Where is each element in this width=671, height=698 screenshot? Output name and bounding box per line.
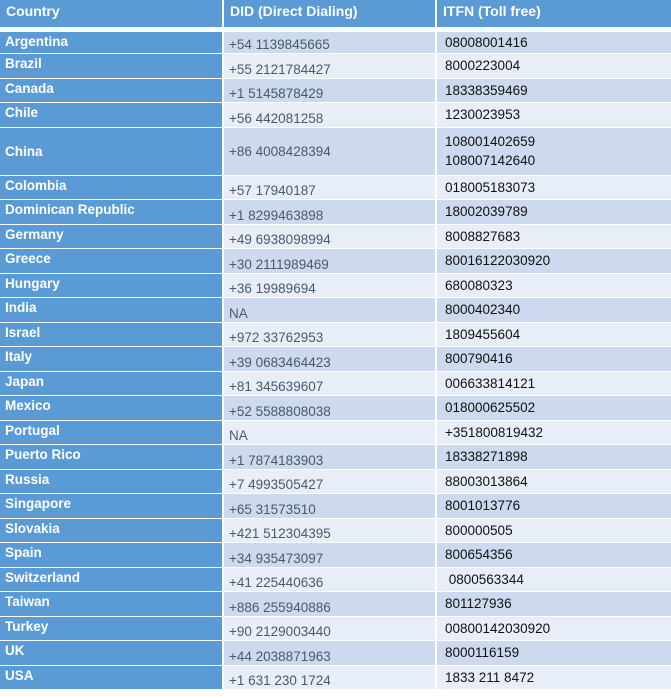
itfn-number: 18002039789 (445, 204, 528, 220)
itfn-number: 800654356 (445, 547, 513, 563)
table-row (0, 224, 671, 249)
country-cell: Chile (0, 103, 223, 128)
table-row (0, 78, 671, 103)
table-row (0, 665, 671, 690)
itfn-number-cell (436, 518, 671, 543)
itfn-number-cell (436, 567, 671, 592)
country-cell: Slovakia (0, 518, 223, 543)
country-cell: Portugal (0, 420, 223, 445)
table-row (0, 494, 671, 519)
country-cell: Germany (0, 224, 223, 249)
itfn-number-cell (436, 592, 671, 617)
table-row (0, 641, 671, 666)
itfn-number: 00800142030920 (445, 620, 551, 636)
itfn-number: 08008001416 (445, 34, 528, 50)
table-row (0, 396, 671, 421)
itfn-number-cell (436, 469, 671, 494)
country-cell: Canada (0, 78, 223, 103)
country-cell: Brazil (0, 54, 223, 79)
country-cell: Mexico (0, 396, 223, 421)
country-cell: Puerto Rico (0, 445, 223, 470)
country-cell: Colombia (0, 175, 223, 200)
country-cell: Singapore (0, 494, 223, 519)
did-number-cell: +886 255940886 (223, 592, 436, 617)
itfn-number: 801127936 (445, 596, 512, 612)
itfn-column-header: ITFN (Toll free) (436, 0, 671, 29)
did-column-header: DID (Direct Dialing) (223, 0, 436, 29)
itfn-number: 800790416 (445, 351, 513, 367)
did-number-cell: NA (223, 298, 436, 323)
did-number-cell: +972 33762953 (223, 322, 436, 347)
table-row (0, 543, 671, 568)
table-row (0, 445, 671, 470)
country-cell: USA (0, 665, 223, 690)
table-row (0, 273, 671, 298)
table-row (0, 127, 671, 175)
country-cell: Hungary (0, 273, 223, 298)
country-cell: China (0, 127, 223, 175)
country-cell: Turkey (0, 616, 223, 641)
itfn-number: 680080323 (445, 277, 513, 293)
country-cell: Italy (0, 347, 223, 372)
country-cell: Dominican Republic (0, 200, 223, 225)
itfn-number-cell (436, 445, 671, 470)
itfn-number-cell (436, 78, 671, 103)
table-row (0, 200, 671, 225)
did-number-cell: +86 4008428394 (223, 127, 436, 175)
did-number-cell: +1 631 230 1724 (223, 665, 436, 690)
itfn-number: 80016122030920 (445, 253, 551, 269)
did-number-cell: +1 7874183903 (223, 445, 436, 470)
itfn-number-cell (436, 616, 671, 641)
country-cell: Japan (0, 371, 223, 396)
itfn-number: +351800819432 (445, 424, 543, 440)
did-number-cell: +34 935473097 (223, 543, 436, 568)
itfn-number-cell (436, 273, 671, 298)
itfn-number-cell (436, 665, 671, 690)
did-number-cell: +421 512304395 (223, 518, 436, 543)
itfn-number-cell (436, 543, 671, 568)
table-row (0, 322, 671, 347)
table-body (0, 29, 671, 690)
did-number-cell: +54 1139845665 (223, 29, 436, 54)
did-number-cell: +41 225440636 (223, 567, 436, 592)
itfn-number: 800000505 (445, 522, 513, 538)
itfn-number-cell (436, 127, 671, 175)
itfn-number: 8001013776 (445, 498, 521, 514)
country-cell: Israel (0, 322, 223, 347)
did-number-cell: +1 8299463898 (223, 200, 436, 225)
itfn-number: 1809455604 (445, 326, 521, 342)
table-row (0, 469, 671, 494)
itfn-number-cell (436, 371, 671, 396)
itfn-number-cell (436, 175, 671, 200)
itfn-number: 8000223004 (445, 58, 521, 74)
table-row (0, 298, 671, 323)
itfn-number-cell (436, 224, 671, 249)
country-column-header: Country (0, 0, 223, 29)
country-cell: Argentina (0, 29, 223, 54)
did-number-cell: +1 5145878429 (223, 78, 436, 103)
table-row (0, 420, 671, 445)
itfn-number: 8000116159 (445, 645, 520, 661)
itfn-number: 1230023953 (445, 107, 521, 123)
country-cell: Switzerland (0, 567, 223, 592)
country-cell: Taiwan (0, 592, 223, 617)
itfn-number: 8008827683 (445, 228, 521, 244)
itfn-number: 0800563344 (445, 571, 524, 587)
itfn-number-cell (436, 54, 671, 79)
itfn-number: 018005183073 (445, 179, 536, 195)
did-number-cell: +65 31573510 (223, 494, 436, 519)
country-cell: UK (0, 641, 223, 666)
country-cell: Russia (0, 469, 223, 494)
itfn-number: 1833 211 8472 (445, 669, 535, 685)
itfn-number: 18338271898 (445, 449, 528, 465)
itfn-number: 8000402340 (445, 302, 521, 318)
itfn-number-cell (436, 103, 671, 128)
itfn-number: 108001402659 (445, 134, 536, 149)
did-number-cell: +44 2038871963 (223, 641, 436, 666)
itfn-number: 006633814121 (445, 375, 536, 391)
table-row (0, 616, 671, 641)
table-row (0, 29, 671, 54)
did-number-cell: +52 5588808038 (223, 396, 436, 421)
table-row (0, 347, 671, 372)
country-cell: Spain (0, 543, 223, 568)
did-number-cell: +81 345639607 (223, 371, 436, 396)
itfn-number: 18338359469 (445, 82, 528, 98)
itfn-number-cell (436, 420, 671, 445)
table-row (0, 175, 671, 200)
header-row (0, 0, 671, 29)
itfn-number-cell (436, 298, 671, 323)
did-number-cell: +7 4993505427 (223, 469, 436, 494)
itfn-number-cell (436, 396, 671, 421)
country-cell: Greece (0, 249, 223, 274)
itfn-number-cell (436, 322, 671, 347)
itfn-number: 88003013864 (445, 473, 528, 489)
country-cell: India (0, 298, 223, 323)
did-number-cell: +36 19989694 (223, 273, 436, 298)
itfn-number-cell (436, 200, 671, 225)
did-number-cell: +39 0683464423 (223, 347, 436, 372)
did-number-cell: +30 2111989469 (223, 249, 436, 274)
itfn-number-cell (436, 641, 671, 666)
itfn-number: 018000625502 (445, 400, 536, 416)
table-row (0, 592, 671, 617)
itfn-number-cell (436, 249, 671, 274)
table-row (0, 249, 671, 274)
itfn-number-cell (436, 494, 671, 519)
itfn-number: 108007142640 (445, 153, 536, 168)
table-row (0, 54, 671, 79)
did-number-cell: +55 2121784427 (223, 54, 436, 79)
did-number-cell: +56 442081258 (223, 103, 436, 128)
did-number-cell: +57 17940187 (223, 175, 436, 200)
itfn-number-cell (436, 347, 671, 372)
table-row (0, 567, 671, 592)
did-number-cell: +49 6938098994 (223, 224, 436, 249)
table-row (0, 103, 671, 128)
itfn-number-cell (436, 29, 671, 54)
table-row (0, 518, 671, 543)
did-number-cell: +90 2129003440 (223, 616, 436, 641)
table-row (0, 371, 671, 396)
did-number-cell: NA (223, 420, 436, 445)
